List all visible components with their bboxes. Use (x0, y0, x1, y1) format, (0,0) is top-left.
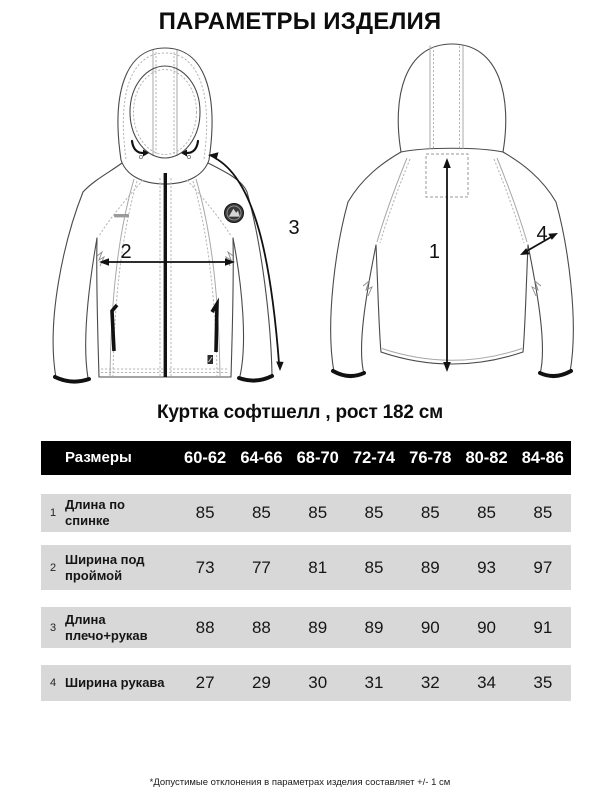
cuff (540, 371, 571, 376)
table-row (41, 545, 571, 590)
row-label: Ширина рукава (65, 675, 165, 691)
row-number: 4 (49, 677, 57, 689)
hood-outline (118, 48, 212, 184)
row-value: 85 (533, 503, 553, 522)
row-value: 85 (308, 503, 328, 522)
table-row (41, 665, 571, 701)
row-value: 89 (420, 557, 440, 577)
size-column-header: 76-78 (409, 448, 452, 467)
row-value: 35 (533, 673, 553, 692)
sleeve-outer-edge (556, 202, 573, 372)
row-value: 32 (420, 673, 440, 692)
arrowhead (276, 362, 283, 372)
raglan-seam-stitch (380, 159, 410, 243)
sleeve-outer-edge (247, 192, 272, 375)
pocket-zip (112, 305, 117, 351)
raglan-seam (377, 158, 407, 242)
row-value: 27 (195, 673, 215, 692)
zipper (164, 173, 167, 377)
row-value: 91 (533, 617, 553, 637)
sleeve-outer-edge (331, 202, 348, 372)
size-column-header: 68-70 (296, 448, 339, 467)
row-value: 34 (477, 673, 497, 692)
drawcord-eyelet (187, 155, 190, 158)
row-value: 29 (251, 673, 271, 692)
raglan-seam-stitch (494, 159, 524, 243)
shoulder-line (83, 163, 122, 192)
side-notch (97, 252, 104, 266)
size-column-header: 72-74 (352, 448, 396, 467)
measure-label-sleeve-width: 4 (536, 223, 548, 245)
size-column-header: 64-66 (240, 448, 283, 467)
sleeve-inner-edge (233, 238, 244, 376)
row-number: 3 (49, 621, 57, 634)
table-row (41, 494, 571, 532)
table-header-row (41, 441, 571, 475)
row-label: Ширина под проймой (65, 551, 145, 583)
tolerance-footnote: *Допустимые отклонения в параметрах изделия составляет +/- 1 см (149, 777, 451, 788)
body-side (97, 238, 99, 377)
jacket-back-drawing (314, 38, 586, 396)
row-value: 85 (364, 557, 384, 577)
size-column-header: 80-82 (465, 448, 508, 467)
chest-brand-text (114, 214, 129, 217)
page-title: ПАРАМЕТРЫ ИЗДЕЛИЯ (158, 8, 442, 35)
row-label: Длина плечо+рукав (65, 611, 148, 643)
princess-seam-stitch (193, 181, 217, 376)
row-number: 1 (49, 507, 57, 519)
hood-back-outline (398, 44, 506, 152)
size-table (41, 441, 571, 703)
row-value: 90 (477, 617, 497, 637)
pocket-zip (212, 304, 217, 352)
table-row (41, 607, 571, 648)
row-value: 97 (533, 557, 553, 577)
hem-curve (381, 352, 523, 364)
row-label: Длина по спинке (65, 497, 125, 528)
row-value: 85 (477, 503, 497, 522)
row-value: 89 (364, 617, 384, 637)
raglan-seam (99, 180, 143, 236)
princess-seam-stitch (113, 181, 137, 376)
measure-label-back-length: 1 (428, 241, 440, 263)
row-value: 89 (308, 617, 328, 637)
drawcord-eyelet (139, 155, 142, 158)
row-value: 85 (420, 503, 440, 522)
row-value: 73 (195, 557, 215, 577)
sleeve-inner-edge (86, 238, 97, 378)
sleeve-outer-edge (53, 192, 83, 378)
cuff (333, 371, 364, 376)
sleeve-inner-edge (528, 245, 542, 374)
row-value: 30 (308, 673, 328, 692)
row-value: 31 (364, 673, 384, 692)
raglan-seam (187, 180, 231, 236)
row-value: 77 (251, 557, 271, 577)
size-column-header: 84-86 (521, 448, 564, 467)
raglan-seam (497, 158, 527, 242)
body-side (376, 245, 381, 352)
row-value: 90 (420, 617, 440, 637)
row-value: 93 (477, 557, 497, 577)
cuff (239, 376, 272, 381)
row-value: 85 (251, 503, 271, 522)
measure-label-sleeve-length: 3 (288, 217, 300, 239)
row-value: 85 (195, 503, 215, 522)
header-label: Размеры (65, 448, 132, 466)
cuff (55, 377, 89, 382)
jacket-front-drawing (28, 42, 314, 398)
product-subtitle: Куртка софтшелл , рост 182 см (156, 402, 444, 423)
row-number: 2 (49, 561, 57, 574)
row-value: 88 (251, 617, 271, 637)
body-side (523, 245, 528, 352)
row-value: 85 (364, 503, 384, 522)
arrowhead (548, 233, 558, 240)
size-column-header: 60-62 (184, 448, 227, 467)
row-value: 81 (308, 557, 328, 577)
body-side (231, 238, 233, 377)
row-value: 88 (195, 617, 215, 637)
measure-label-chest-width: 2 (120, 241, 132, 263)
sleeve-inner-edge (362, 245, 376, 374)
arrowhead (443, 362, 451, 372)
